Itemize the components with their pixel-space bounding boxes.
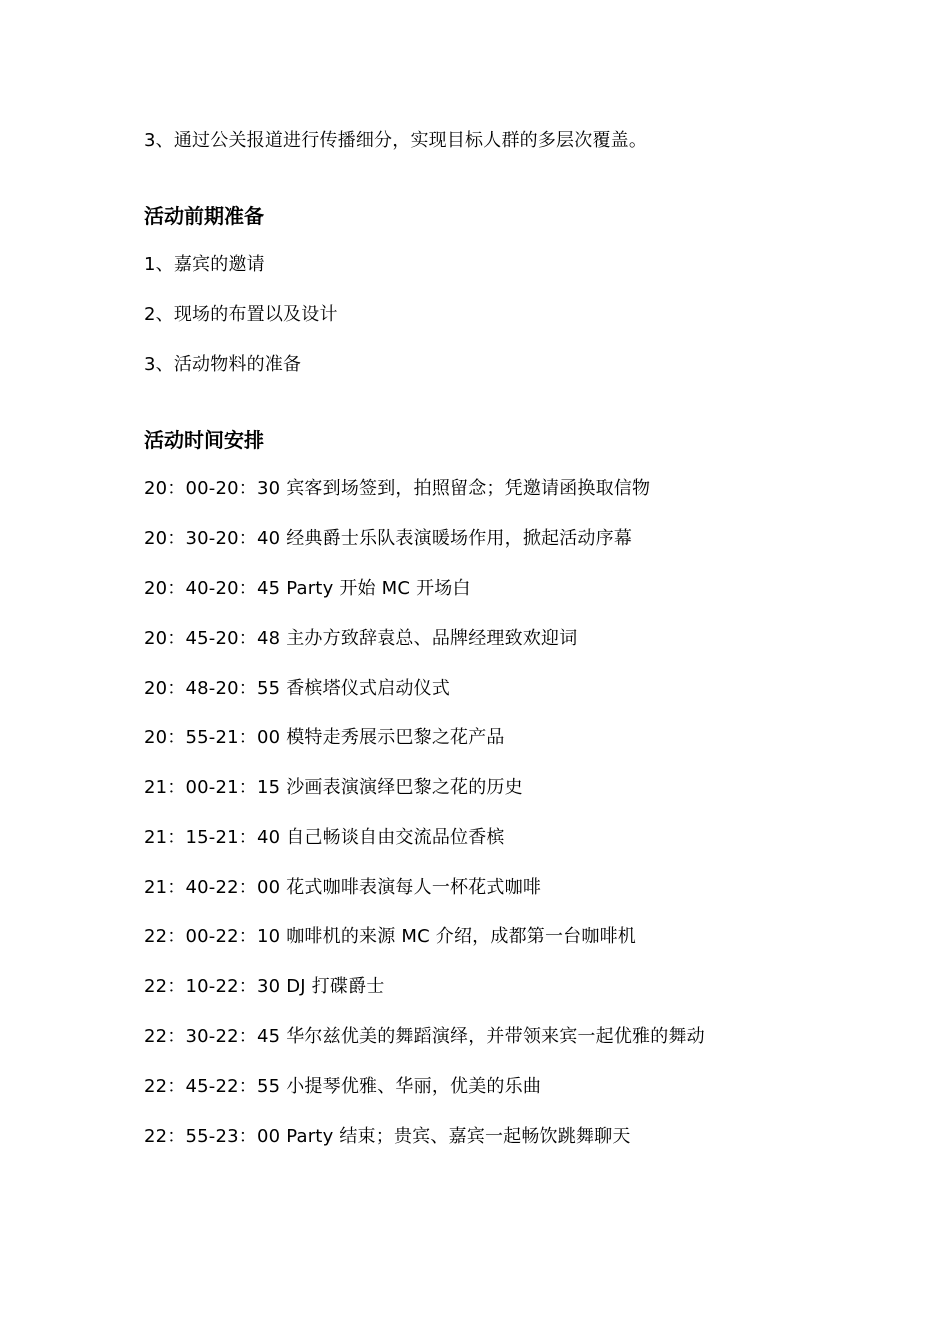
schedule-item: 22：30-22：45 华尔兹优美的舞蹈演绎，并带领来宾一起优雅的舞动	[144, 1026, 705, 1047]
preparation-item: 3、活动物料的准备	[144, 354, 302, 375]
schedule-item: 21：15-21：40 自己畅谈自由交流品位香槟	[144, 827, 505, 848]
section-heading-preparation: 活动前期准备	[144, 204, 264, 228]
schedule-item: 20：00-20：30 宾客到场签到，拍照留念；凭邀请函换取信物	[144, 478, 651, 499]
preparation-item: 1、嘉宾的邀请	[144, 254, 265, 275]
schedule-item: 22：00-22：10 咖啡机的来源 MC 介绍，成都第一台咖啡机	[144, 926, 636, 947]
schedule-item: 20：55-21：00 模特走秀展示巴黎之花产品	[144, 727, 505, 748]
schedule-item: 22：45-22：55 小提琴优雅、华丽，优美的乐曲	[144, 1076, 542, 1097]
section-heading-schedule: 活动时间安排	[144, 428, 264, 452]
schedule-item: 21：40-22：00 花式咖啡表演每人一杯花式咖啡	[144, 877, 542, 898]
schedule-item: 22：55-23：00 Party 结束；贵宾、嘉宾一起畅饮跳舞聊天	[144, 1126, 631, 1147]
schedule-item: 20：45-20：48 主办方致辞袁总、品牌经理致欢迎词	[144, 628, 578, 649]
preparation-item: 2、现场的布置以及设计	[144, 304, 338, 325]
schedule-item: 20：30-20：40 经典爵士乐队表演暖场作用，掀起活动序幕	[144, 528, 633, 549]
schedule-item: 20：40-20：45 Party 开始 MC 开场白	[144, 578, 471, 599]
schedule-item: 22：10-22：30 DJ 打碟爵士	[144, 976, 385, 997]
intro-line: 3、通过公关报道进行传播细分，实现目标人群的多层次覆盖。	[144, 130, 648, 151]
schedule-item: 20：48-20：55 香槟塔仪式启动仪式	[144, 678, 451, 699]
schedule-item: 21：00-21：15 沙画表演演绎巴黎之花的历史	[144, 777, 523, 798]
